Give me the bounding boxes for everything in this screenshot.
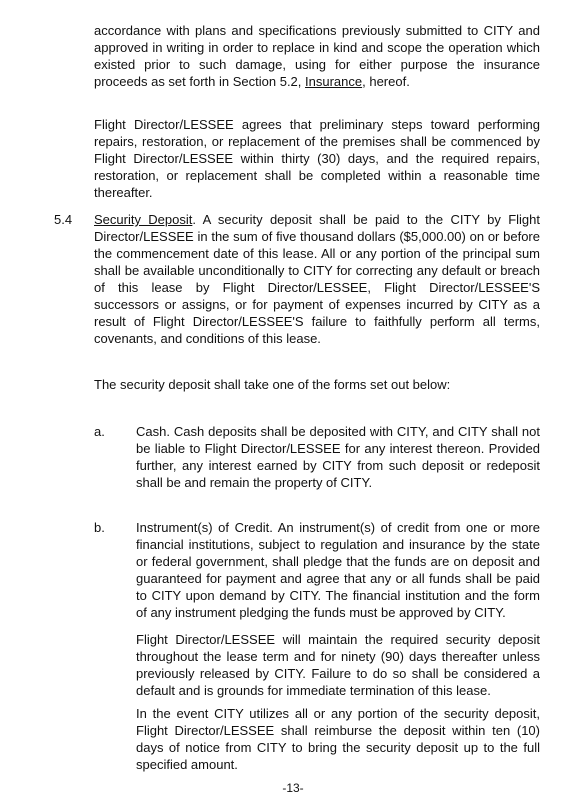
insurance-reference: Insurance [305, 74, 363, 89]
paragraph-maintain-deposit: Flight Director/LESSEE will maintain the required security deposit throughout the lease term and for ninety (90) days thereafter unless previously released by CITY. Failure to do so shall be considered a default and is grounds for immediate termination of this lease. [136, 632, 540, 698]
paragraph-forms-intro: The security deposit shall take one of the forms set out below: [94, 377, 451, 392]
paragraph-reimburse-deposit: In the event CITY utilizes all or any portion of the security deposit, Flight Director/LESSEE shall reimburse the deposit within ten (10) days of notice from CITY to bring the security deposit up to the full specified amount. [136, 706, 540, 772]
page-number: -13- [282, 781, 304, 795]
section-number: 5.4 [54, 212, 73, 227]
item-instrument-of-credit: Instrument(s) of Credit. An instrument(s) of credit from one or more financial institutions, subject to regulation and insurance by the state or federal government, shall pledge that the funds are on deposit and guaranteed for payment and agree that any or all funds shall be paid to CITY upon demand by CITY. The financial institution and the form of any instrument pledging the funds must be approved by CITY. [136, 520, 540, 620]
section-heading: Security Deposit [94, 212, 193, 227]
item-label-b: b. [94, 520, 105, 535]
paragraph-text: accordance with plans and specifications previously submitted to CITY and approved in writing in order to replace in kind and scope the operation which existed prior to such damage, using for either purpose the insurance proceeds as set forth in Section 5.2, [94, 23, 540, 89]
item-cash: Cash. Cash deposits shall be deposited with CITY, and CITY shall not be liable to Flight Director/LESSEE for any interest thereon. Provided further, any interest earned by CITY from such deposit or redeposit shall be and remain the property of CITY. [136, 424, 540, 490]
paragraph-insurance-continuation [94, 22, 540, 90]
paragraph-text-end: , hereof. [362, 74, 410, 89]
section-text: . A security deposit shall be paid to the CITY by Flight Director/LESSEE in the sum of five thousand dollars ($5,000.00) on or before the commencement date of this lease. All or any portion of the principal sum shall be available unconditionally to CITY for correcting any default or breach of this lease by Flight Director/LESSEE, Flight Director/LESSEE'S successors or assigns, or for payment of expenses incurred by CITY as a result of Flight Director/LESSEE'S failure to faithfully perform all terms, covenants, and conditions of this lease. [94, 212, 540, 346]
paragraph-repairs: Flight Director/LESSEE agrees that preliminary steps toward performing repairs, restoration, or replacement of the premises shall be commenced by Flight Director/LESSEE within thirty (30) days, and the required repairs, restoration, or replacement shall be completed within a reasonable time thereafter. [94, 117, 540, 200]
item-label-a: a. [94, 424, 105, 439]
section-security-deposit [94, 211, 540, 347]
